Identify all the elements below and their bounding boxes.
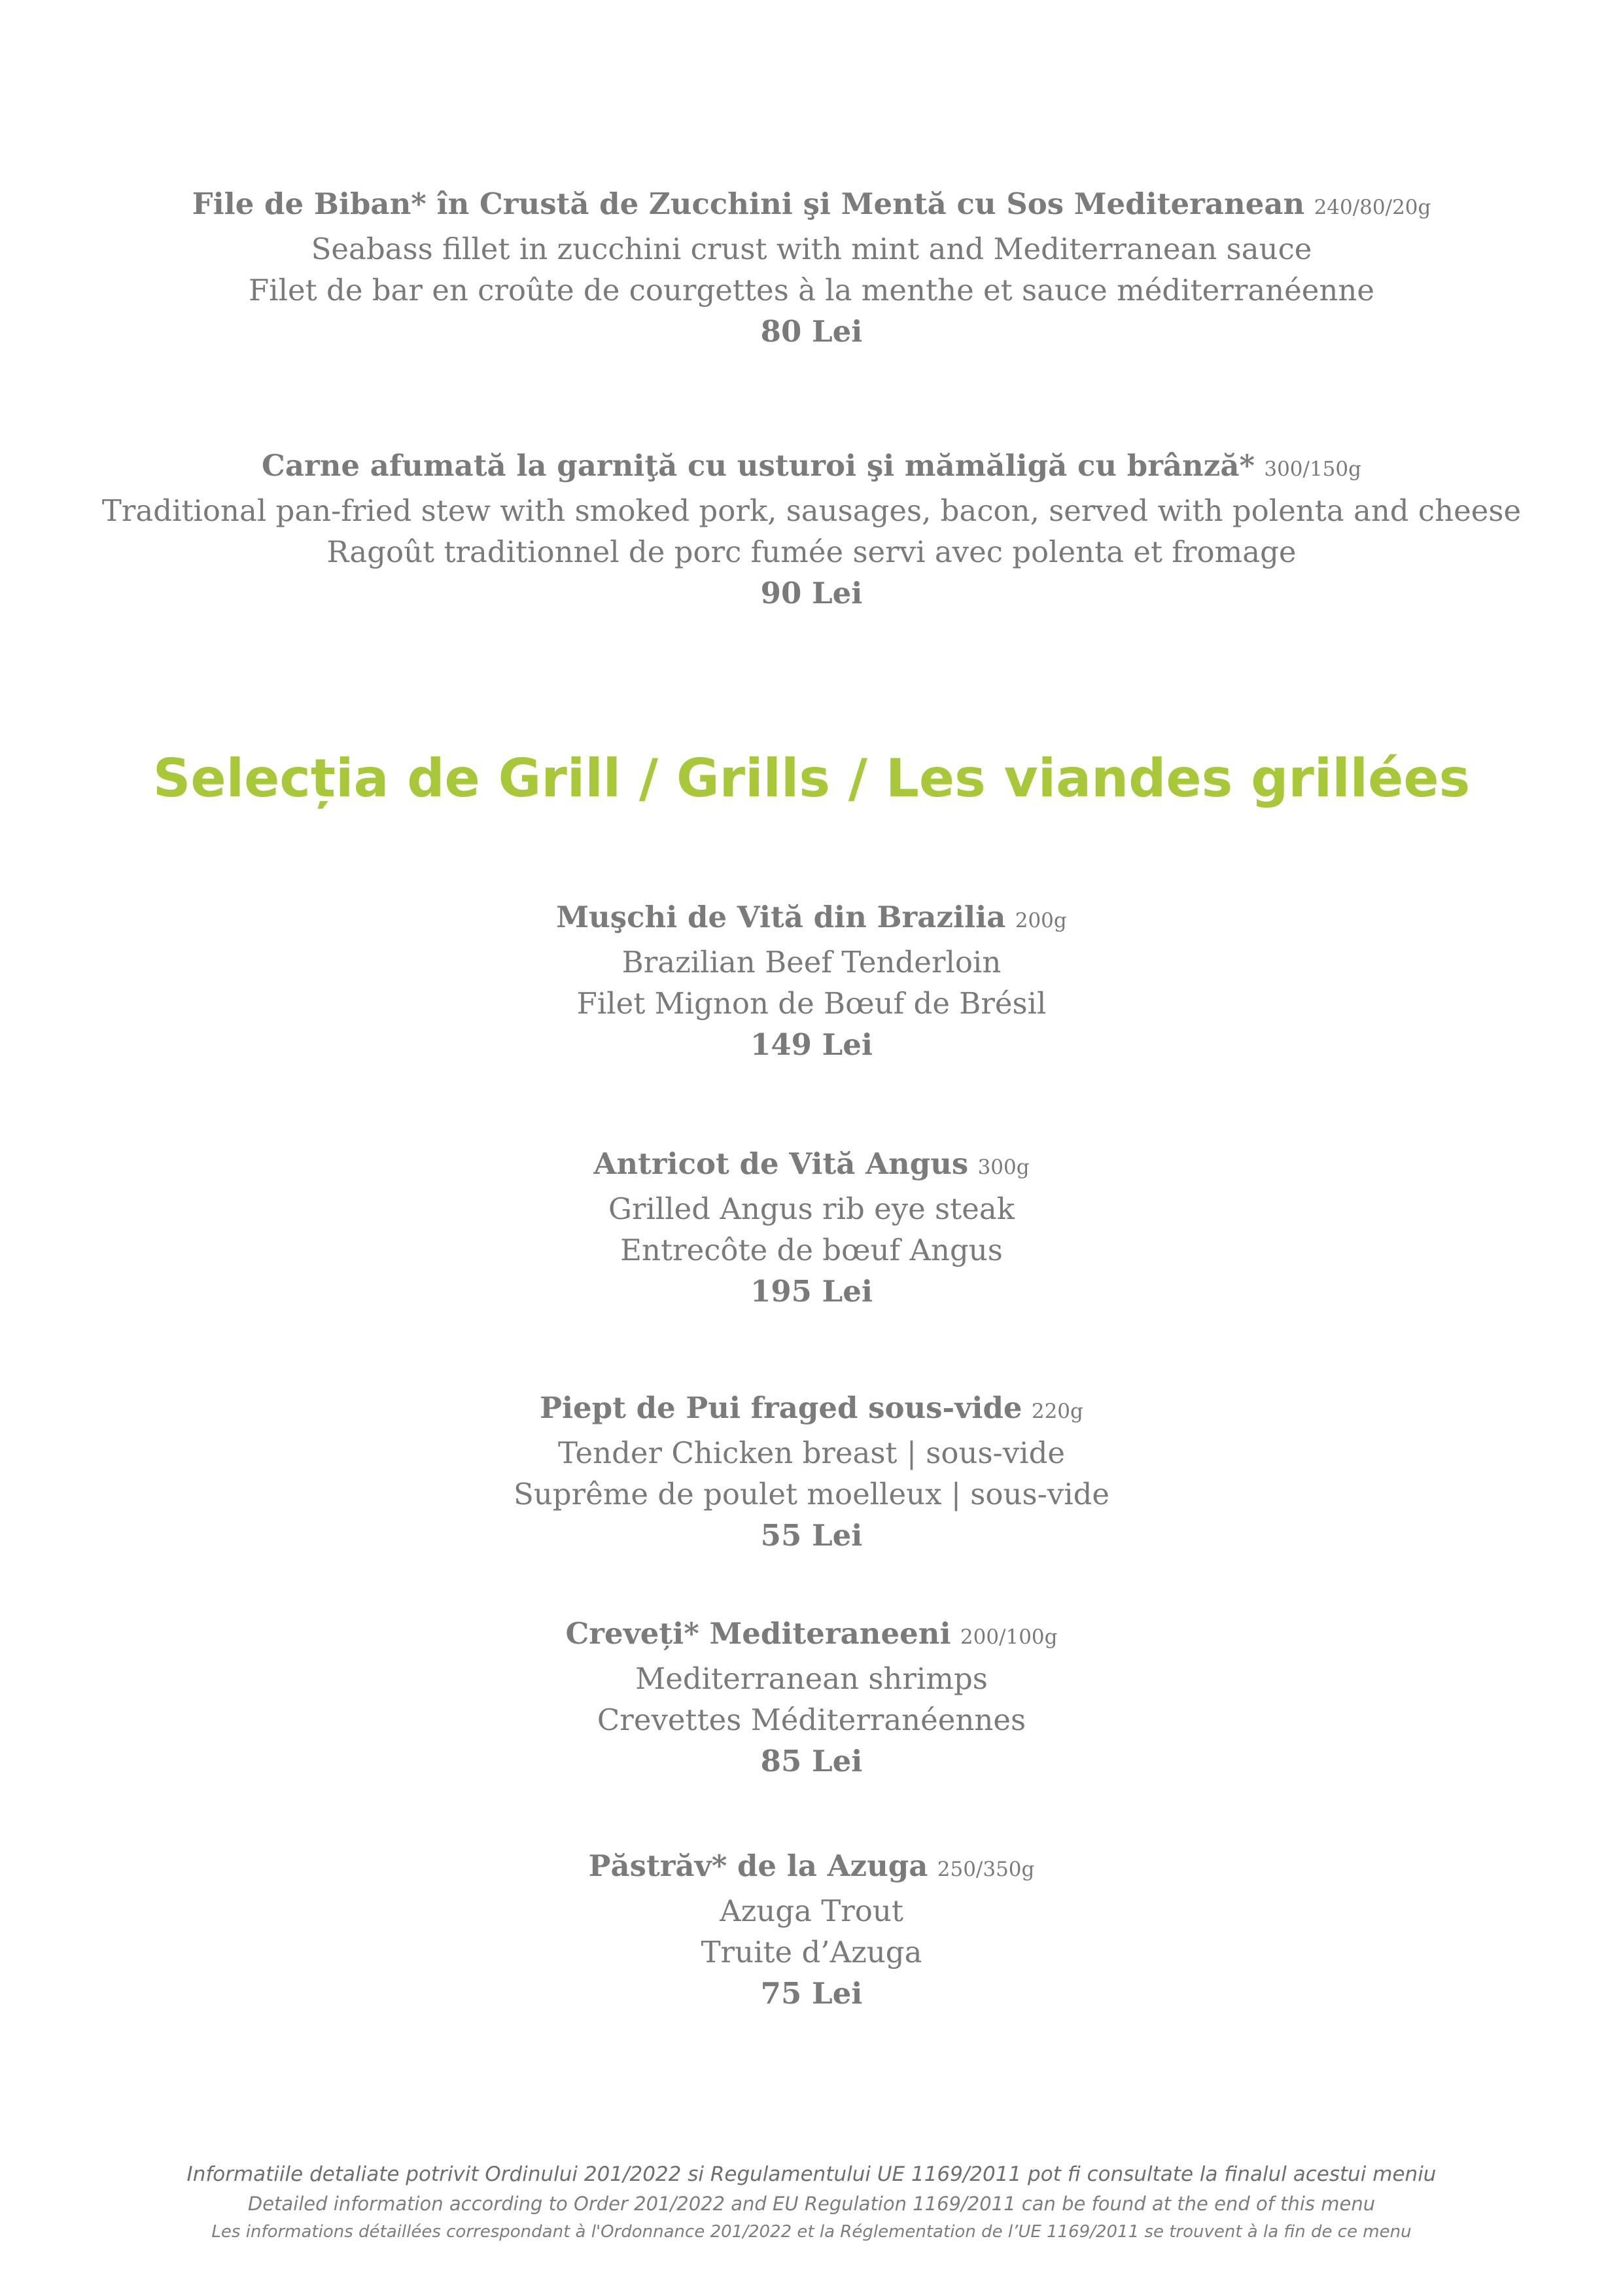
dish-item-rib-eye: [0, 1143, 1623, 1312]
dish-description-en: Traditional pan-fried stew with smoked pork, sausages, bacon, served with polenta and cheese: [101, 493, 1522, 528]
dish-item-beef-tenderloin: [0, 896, 1623, 1065]
dish-description-en: Grilled Angus rib eye steak: [608, 1192, 1015, 1226]
dish-name: Păstrăv* de la Azuga: [588, 1848, 928, 1883]
dish-name: Piept de Pui fraged sous-vide: [540, 1390, 1022, 1425]
dish-item-smoked-pork: [0, 445, 1623, 614]
dish-name: Creveți* Mediteraneeni: [565, 1616, 951, 1651]
dish-description-fr: Filet de bar en croûte de courgettes à la menthe et sauce méditerranéenne: [248, 273, 1374, 308]
dish-price: 195 Lei: [750, 1274, 873, 1309]
dish-description-fr: Filet Mignon de Bœuf de Brésil: [576, 986, 1047, 1021]
dish-price: 149 Lei: [750, 1027, 873, 1062]
dish-weight: 300/150g: [1264, 457, 1361, 481]
dish-description-en: Seabass fillet in zucchini crust with mint and Mediterranean sauce: [311, 232, 1312, 266]
dish-weight: 300g: [977, 1156, 1030, 1179]
dish-description-fr: Suprême de poulet moelleux | sous-vide: [513, 1477, 1110, 1511]
dish-weight: 200g: [1015, 909, 1067, 932]
dish-price: 80 Lei: [760, 314, 863, 349]
footer-note-en: Detailed information according to Order 201/2022 and EU Regulation 1169/2011 can be found at the end of this menu: [247, 2193, 1376, 2215]
dish-weight: 240/80/20g: [1314, 196, 1431, 219]
footer-note-ro: Informatiile detaliate potrivit Ordinului 201/2022 si Regulamentului UE 1169/2011 pot fi consultate la finalul acestui meniu: [186, 2163, 1437, 2186]
dish-item-shrimps: [0, 1613, 1623, 1782]
dish-item-chicken-breast: [0, 1387, 1623, 1556]
footer-note-fr: Les informations détaillées correspondant à l'Ordonnance 201/2022 et la Réglementation de l’UE 1169/2011 se trouvent à la fin de ce menu: [211, 2222, 1412, 2242]
dish-name: Carne afumată la garniţă cu usturoi şi mămăligă cu brânză*: [262, 448, 1255, 483]
dish-price: 75 Lei: [760, 1976, 863, 2011]
dish-description-fr: Crevettes Méditerranéennes: [597, 1703, 1026, 1737]
dish-item-seabass: [0, 183, 1623, 352]
footer-notes: [0, 2159, 1623, 2246]
dish-price: 90 Lei: [760, 576, 863, 610]
section-title-grill: Selecția de Grill / Grills / Les viandes grillées: [152, 748, 1471, 809]
dish-weight: 220g: [1031, 1400, 1083, 1423]
dish-name: File de Biban* în Crustă de Zucchini şi Mentă cu Sos Mediteranean: [192, 186, 1305, 221]
dish-name: Muşchi de Vită din Brazilia: [556, 900, 1006, 934]
dish-description-fr: Ragoût traditionnel de porc fumée servi avec polenta et fromage: [326, 535, 1297, 569]
dish-price: 55 Lei: [760, 1518, 863, 1553]
dish-description-fr: Truite d’Azuga: [701, 1935, 922, 1969]
dish-weight: 250/350g: [937, 1858, 1035, 1881]
dish-weight: 200/100g: [960, 1625, 1058, 1649]
dish-description-en: Tender Chicken breast | sous-vide: [557, 1436, 1066, 1470]
dish-description-en: Mediterranean shrimps: [635, 1661, 988, 1696]
dish-name: Antricot de Vită Angus: [593, 1146, 969, 1181]
dish-price: 85 Lei: [760, 1744, 863, 1778]
dish-description-en: Brazilian Beef Tenderloin: [621, 945, 1002, 980]
dish-description-en: Azuga Trout: [720, 1894, 903, 1928]
dish-description-fr: Entrecôte de bœuf Angus: [620, 1233, 1003, 1267]
dish-item-trout: [0, 1845, 1623, 2014]
